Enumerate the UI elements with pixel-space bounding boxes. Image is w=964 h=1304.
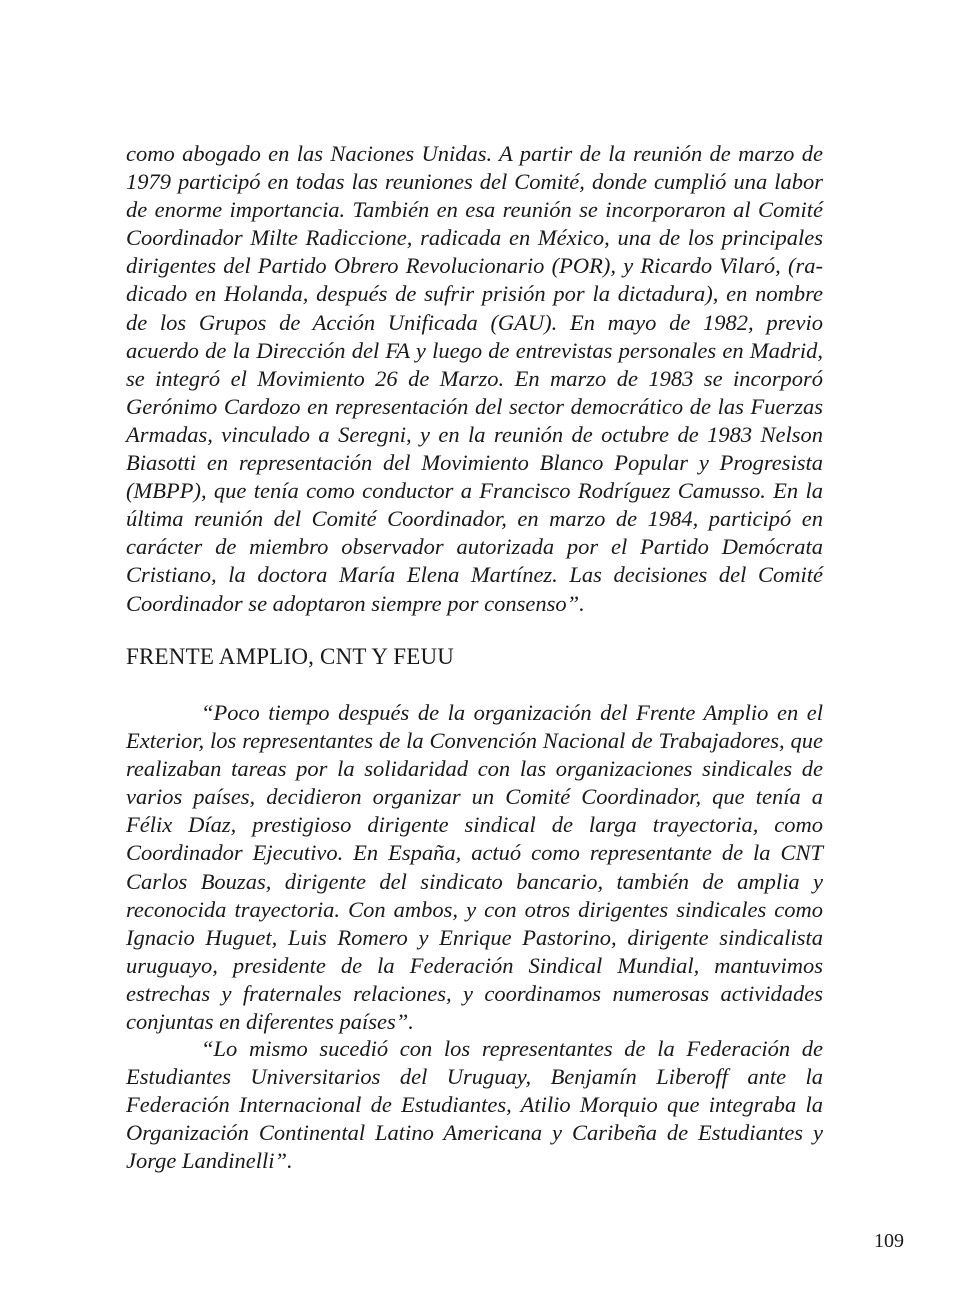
body-paragraph-intro: como abogado en las Naciones Unidas. A partir de la reunión de marzo de 1979 participó en todas las reuniones del Comité, donde cumplió una labor de enorme importancia. También en esa reunión se incorporaron al Comité Coordinador Milte Radiccione, radicada en México, una de los principales dirigentes del Partido Obrero Revolucionario (POR), y Ricardo Vilaró, (radicado en Holanda, después de sufrir prisión por la dictadura), en nombre de los Grupos de Acción Unificada (GAU). En mayo de 1982, previo acuerdo de la Dirección del FA y luego de entrevistas personales en Madrid, se integró el Movimiento 26 de Marzo. En marzo de 1983 se incorporó Gerónimo Cardozo en representación del sector democrático de las Fuerzas Armadas, vinculado a Seregni, y en la reunión de octubre de 1983 Nelson Biasotti en representación del Movimiento Blanco Popular y Progresista (MBPP), que tenía como conductor a Francisco Rodríguez Camusso. En la última reunión del Comité Coordinador, en marzo de 1984, participó en carácter de miembro observador autorizada por el Partido Demócrata Cristiano, la doctora María Elena Martínez. Las decisiones del Comité Coordinador se adoptaron siempre por consenso”. [126,141,823,616]
section-heading: FRENTE AMPLIO, CNT Y FEUU [126,644,455,669]
body-paragraph-feuu: “Lo mismo sucedió con los representantes de la Federación de Estudiantes Universitarios del Uruguay, Benjamín Liberoff ante la Federación Internacional de Estudiantes, Atilio Morquio que integraba la Organización Continental Latino Americana y Caribeña de Estudiantes y Jorge Landinelli”. [126,1036,823,1174]
page-number: 109 [874,1230,904,1252]
body-paragraph-cnt: “Poco tiempo después de la organización del Frente Amplio en el Exterior, los representantes de la Convención Nacional de Trabajadores, que realizaban tareas por la solidaridad con las organizaciones sindicales de varios países, decidieron organizar un Comité Coordinador, que tenía a Félix Díaz, prestigioso dirigente sindical de larga trayectoria, como Coordinador Ejecutivo. En España, actuó como representante de la CNT Carlos Bouzas, dirigente del sindicato bancario, también de amplia y reconocida trayectoria. Con ambos, y con otros dirigentes sindicales como Ignacio Huguet, Luis Romero y Enrique Pastorino, dirigente sindicalista uruguayo, presidente de la Federación Sindical Mundial, mantuvimos estrechas y fraternales relaciones, y coordinamos numerosas actividades conjuntas en diferentes países”. [126,700,823,1035]
